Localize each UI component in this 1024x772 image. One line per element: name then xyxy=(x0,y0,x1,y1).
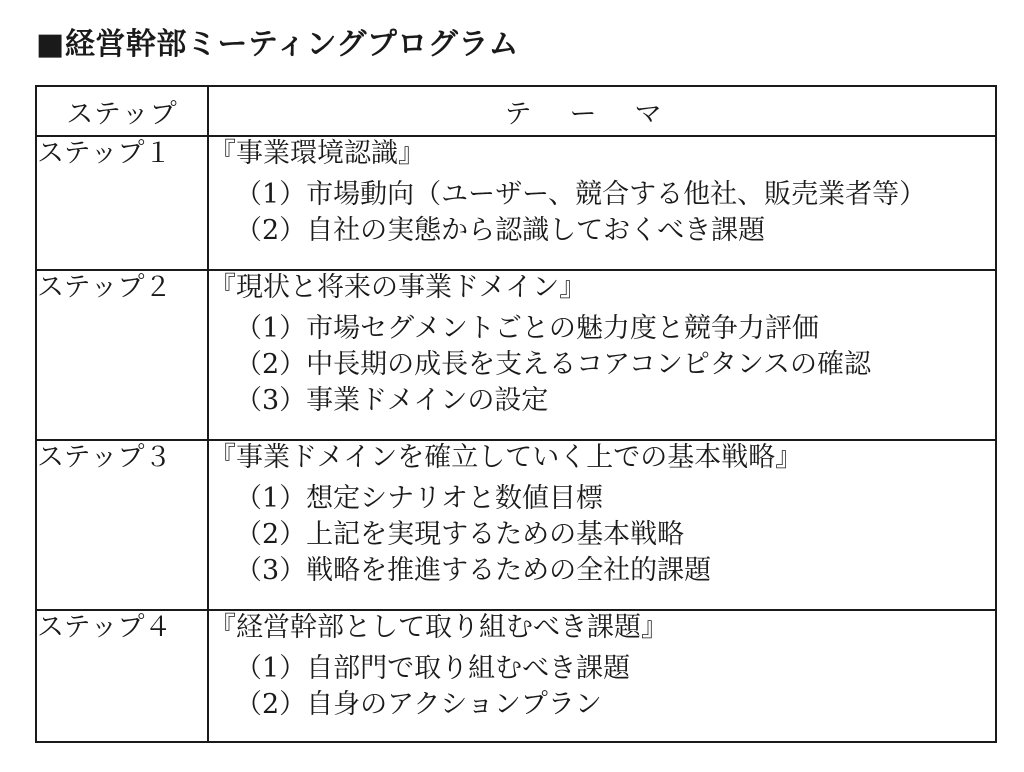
table-row xyxy=(36,270,996,440)
table-row xyxy=(36,136,996,270)
list-item: （1）市場動向（ユーザー、競合する他社、販売業者等） xyxy=(235,179,927,210)
header-theme: テーマ xyxy=(208,86,996,136)
header-step: ステップ xyxy=(36,86,208,136)
theme-cell xyxy=(208,136,996,270)
step-cell: ステップ４ xyxy=(36,610,208,742)
step-cell: ステップ３ xyxy=(36,440,208,610)
program-table xyxy=(35,85,997,743)
theme-items xyxy=(209,311,995,427)
theme-heading: 『経営幹部として取り組むべき課題』 xyxy=(209,612,668,643)
theme-cell xyxy=(208,270,996,440)
theme-heading: 『現状と将来の事業ドメイン』 xyxy=(209,272,587,303)
list-item: （2）上記を実現するための基本戦略 xyxy=(235,519,685,550)
step-cell: ステップ２ xyxy=(36,270,208,440)
theme-items xyxy=(209,651,995,731)
table-row xyxy=(36,440,996,610)
list-item: （2）自社の実態から認識しておくべき課題 xyxy=(235,215,766,246)
list-item: （1）市場セグメントごとの魅力度と競争力評価 xyxy=(235,313,819,344)
list-item: （3）事業ドメインの設定 xyxy=(235,385,549,416)
list-item: （3）戦略を推進するための全社的課題 xyxy=(235,555,712,586)
theme-heading: 『事業ドメインを確立していく上での基本戦略』 xyxy=(209,442,803,473)
list-item: （2）自身のアクションプラン xyxy=(235,689,602,720)
table-header-row xyxy=(36,86,996,136)
page-title: ■経営幹部ミーティングプログラム xyxy=(36,27,520,62)
table-row xyxy=(36,610,996,742)
list-item: （1）想定シナリオと数値目標 xyxy=(235,483,603,514)
theme-items xyxy=(209,177,995,257)
theme-cell xyxy=(208,440,996,610)
step-cell: ステップ１ xyxy=(36,136,208,270)
theme-cell xyxy=(208,610,996,742)
theme-heading: 『事業環境認識』 xyxy=(209,138,425,169)
list-item: （2）中長期の成長を支えるコアコンピタンスの確認 xyxy=(235,349,872,380)
theme-items xyxy=(209,481,995,597)
list-item: （1）自部門で取り組むべき課題 xyxy=(235,653,631,684)
